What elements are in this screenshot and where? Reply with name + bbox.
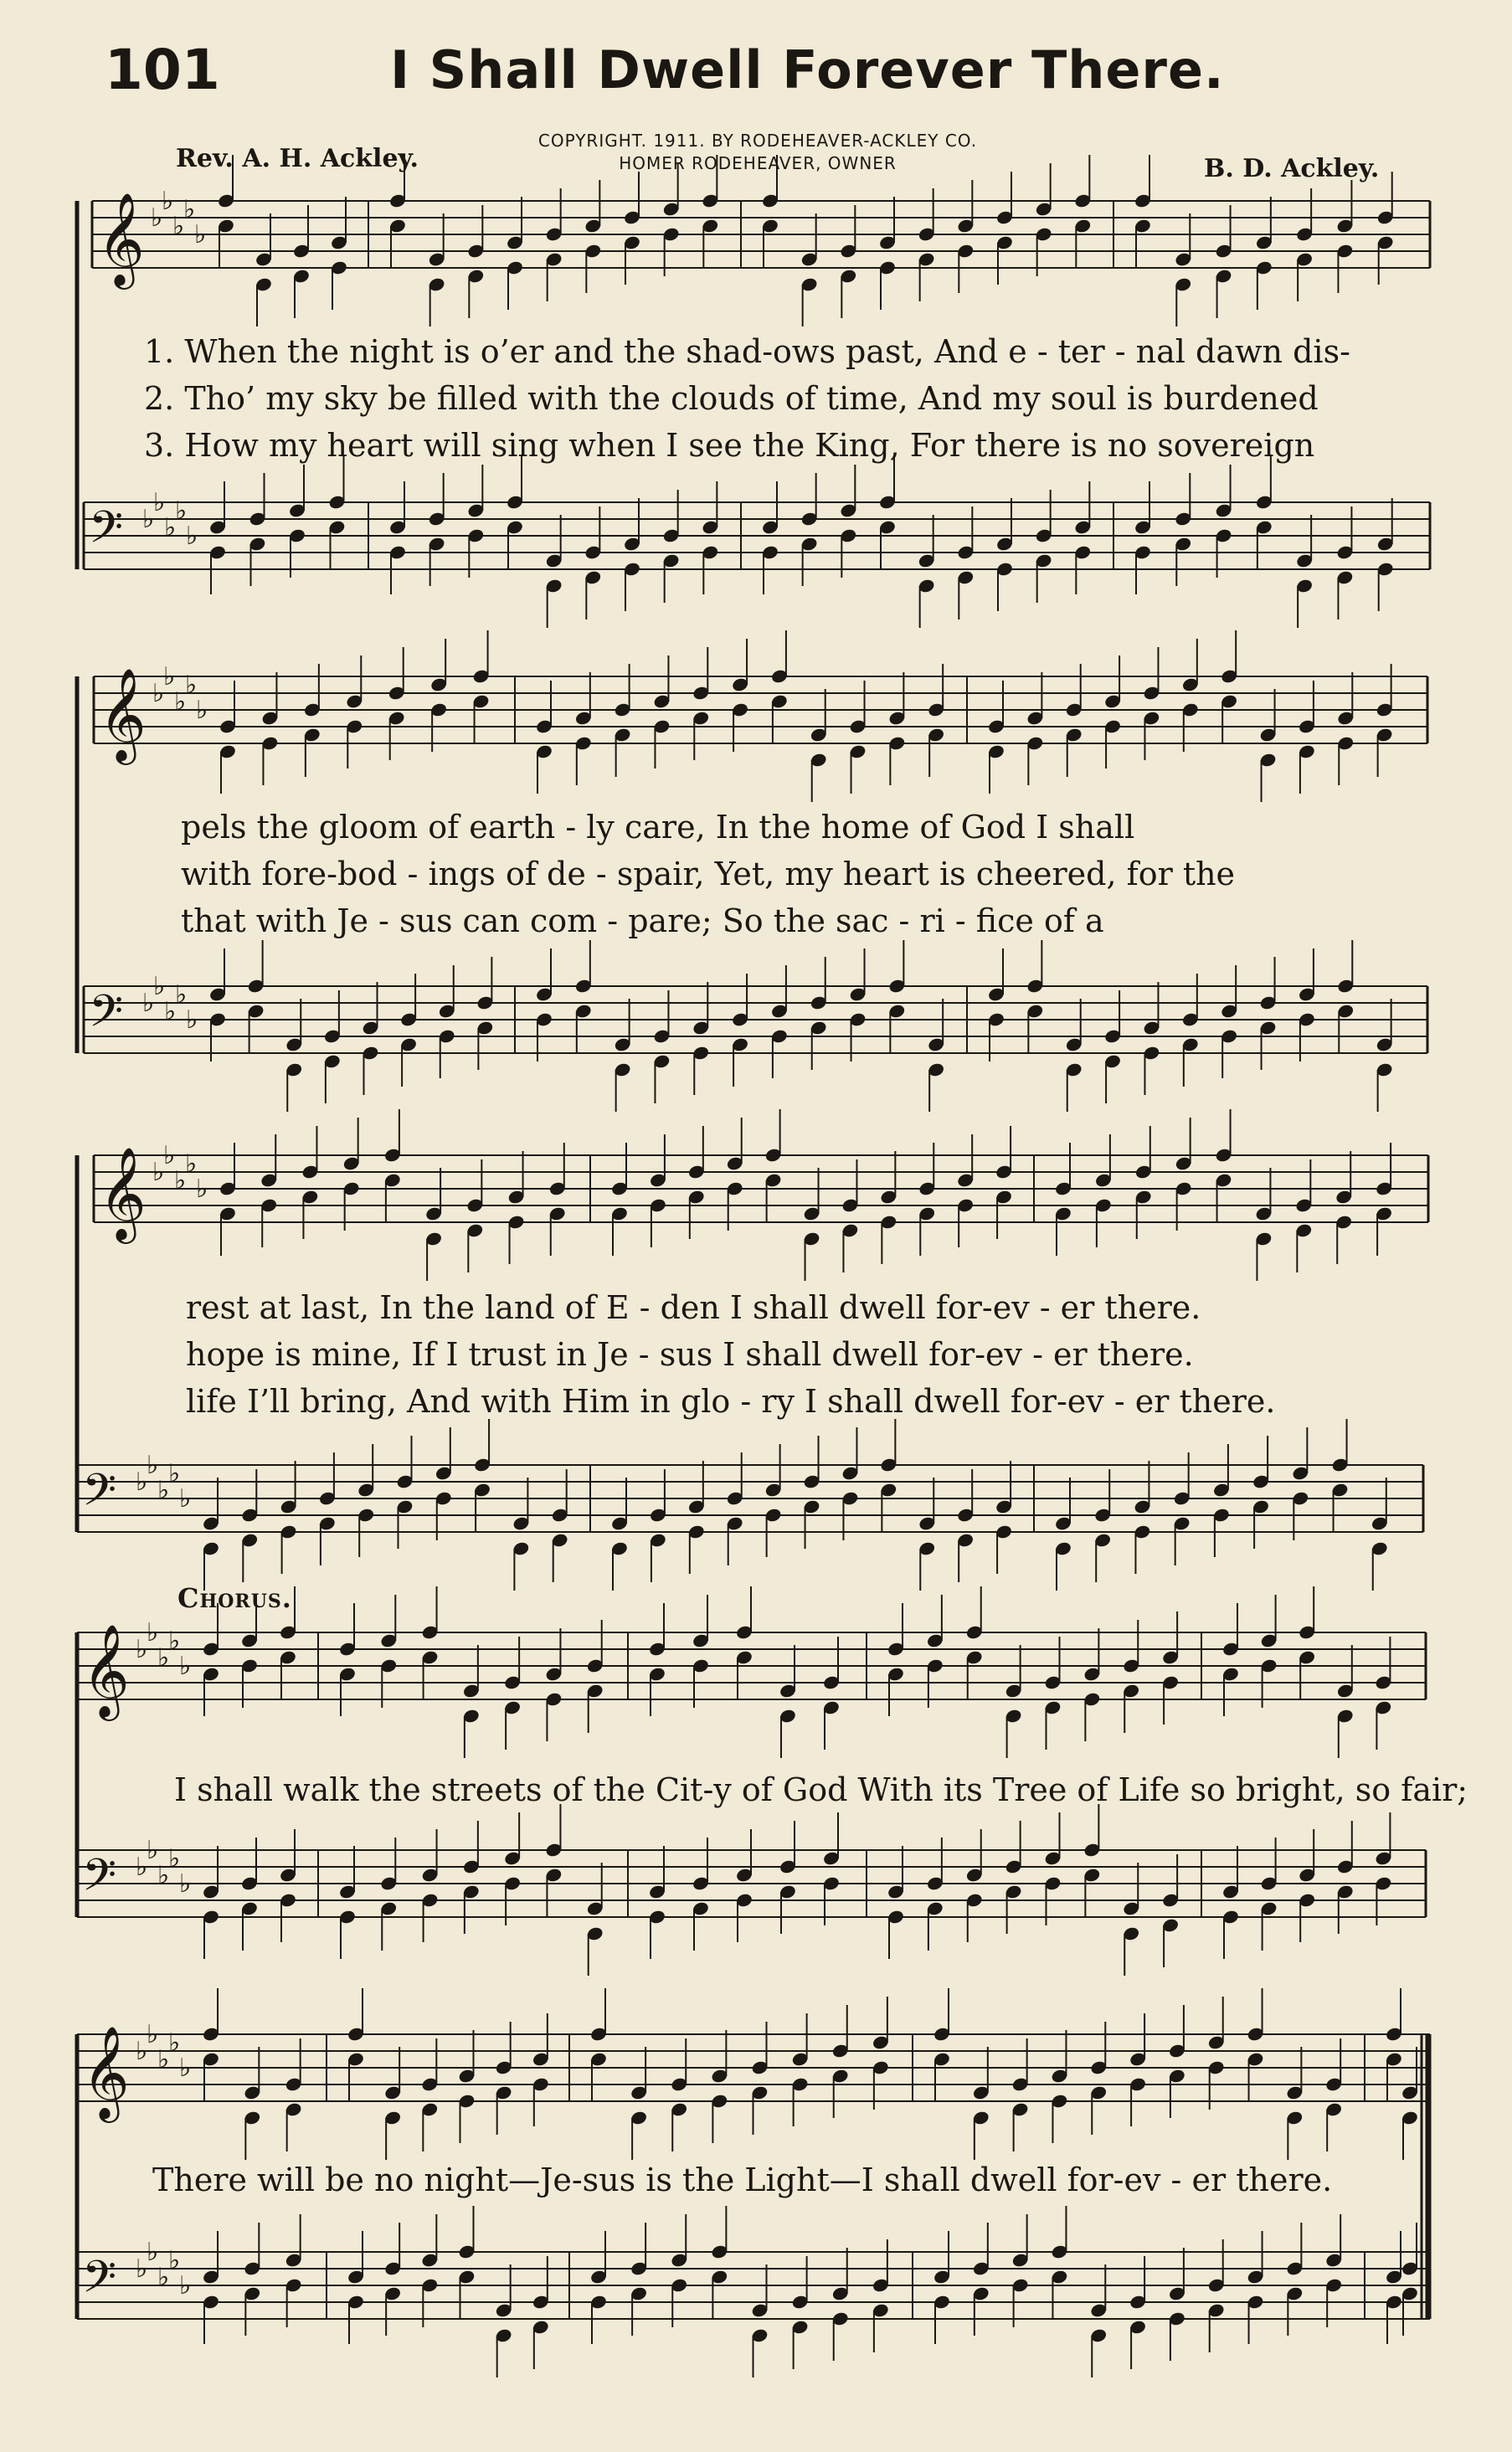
treble-clef-icon: 𝄞	[82, 2025, 130, 2119]
flat-icon: ♭	[147, 1836, 159, 1865]
verse-3-line-1: 3. How my heart will sing when I see the King, For there is no sovereign	[144, 427, 1315, 464]
flat-icon: ♭	[136, 1853, 148, 1882]
flat-icon: ♭	[179, 2054, 192, 2083]
treble-clef-icon: 𝄞	[99, 667, 147, 761]
flat-icon: ♭	[172, 212, 185, 241]
copyright-line-1: COPYRIGHT. 1911. BY RODEHEAVER-ACKLEY CO.	[537, 131, 978, 151]
verse-2-line-2: with fore-bod - ings of de - spair, Yet, my heart is cheered, for the	[181, 856, 1236, 892]
flat-icon: ♭	[142, 989, 155, 1018]
flat-icon: ♭	[186, 522, 198, 551]
flat-icon: ♭	[136, 1635, 148, 1664]
composer-credit: B. D. Ackley.	[1204, 154, 1380, 183]
bass-clef-icon: 𝄢	[82, 2252, 117, 2314]
flat-icon: ♭	[186, 1005, 198, 1035]
bass-clef-icon: 𝄢	[82, 1850, 117, 1912]
flat-icon: ♭	[153, 488, 166, 517]
verse-1-line-1: 1. When the night is o’er and the shad-ows past, And e - ter - nal dawn dis-	[144, 333, 1350, 370]
flat-icon: ♭	[147, 1618, 159, 1648]
flat-icon: ♭	[179, 1652, 192, 1681]
bass-clef-icon: 𝄢	[82, 1465, 117, 1527]
flat-icon: ♭	[185, 1149, 198, 1179]
flat-icon: ♭	[183, 195, 196, 224]
flat-icon: ♭	[136, 1468, 148, 1497]
verse-3-line-2: that with Je - sus can com - pare; So the sac - ri - fice of a	[181, 902, 1104, 939]
flat-icon: ♭	[164, 997, 177, 1026]
flat-icon: ♭	[164, 513, 177, 542]
lyricist-credit: Rev. A. H. Ackley.	[176, 144, 419, 173]
flat-icon: ♭	[179, 1869, 192, 1899]
flat-icon: ♭	[163, 1141, 176, 1170]
flat-icon: ♭	[168, 2028, 181, 2058]
flat-icon: ♭	[152, 1158, 165, 1187]
copyright-line-2: HOMER RODEHEAVER, OWNER	[619, 153, 897, 173]
flat-icon: ♭	[168, 1459, 181, 1488]
flat-icon: ♭	[147, 2020, 159, 2049]
flat-icon: ♭	[157, 2045, 170, 2074]
flat-icon: ♭	[157, 1476, 170, 1505]
flat-icon: ♭	[196, 1175, 208, 1204]
flat-icon: ♭	[174, 687, 187, 717]
verse-1-line-2: pels the gloom of earth - ly care, In the home of God I shall	[181, 809, 1135, 846]
chorus-line-1: I shall walk the streets of the Cit-y of God With its Tree of Life so bright, so fair;	[174, 1771, 1468, 1808]
flat-icon: ♭	[142, 505, 155, 534]
flat-icon: ♭	[168, 1627, 181, 1656]
flat-icon: ♭	[157, 2263, 170, 2292]
hymn-title: I Shall Dwell Forever There.	[390, 39, 1225, 100]
bass-clef-icon: 𝄢	[89, 502, 124, 564]
verse-2-line-1: 2. Tho’ my sky be filled with the clouds of time, And my soul is burdened	[144, 380, 1319, 417]
treble-clef-icon: 𝄞	[82, 1623, 130, 1717]
chorus-label: Chorus.	[177, 1582, 292, 1614]
verse-1-line-3: rest at last, In the land of E - den I shall dwell for-ev - er there.	[186, 1289, 1201, 1326]
flat-icon: ♭	[151, 203, 163, 233]
flat-icon: ♭	[179, 2271, 192, 2300]
flat-icon: ♭	[185, 671, 198, 700]
flat-icon: ♭	[168, 1844, 181, 1874]
flat-icon: ♭	[168, 2246, 181, 2275]
flat-icon: ♭	[196, 696, 208, 725]
flat-icon: ♭	[175, 496, 188, 526]
flat-icon: ♭	[194, 220, 207, 249]
flat-icon: ♭	[157, 1861, 170, 1890]
flat-icon: ♭	[136, 2037, 148, 2066]
flat-icon: ♭	[162, 187, 174, 216]
flat-icon: ♭	[147, 1451, 159, 1480]
bass-clef-icon: 𝄢	[89, 986, 124, 1048]
chorus-line-2: There will be no night—Je-sus is the Light—I shall dwell for-ev - er there.	[152, 2162, 1333, 2198]
flat-icon: ♭	[153, 972, 166, 1001]
flat-icon: ♭	[179, 1484, 192, 1514]
treble-clef-icon: 𝄞	[97, 192, 145, 285]
flat-icon: ♭	[163, 662, 176, 691]
flat-icon: ♭	[157, 1643, 170, 1673]
verse-2-line-3: hope is mine, If I trust in Je - sus I shall dwell for-ev - er there.	[186, 1336, 1194, 1373]
flat-icon: ♭	[152, 679, 165, 708]
verse-3-line-3: life I’ll bring, And with Him in glo - ry I shall dwell for-ev - er there.	[186, 1383, 1276, 1420]
treble-clef-icon: 𝄞	[99, 1146, 147, 1240]
flat-icon: ♭	[136, 2254, 148, 2284]
flat-icon: ♭	[175, 980, 188, 1010]
flat-icon: ♭	[174, 1166, 187, 1195]
hymn-number: 101	[105, 38, 220, 102]
flat-icon: ♭	[147, 2238, 159, 2267]
